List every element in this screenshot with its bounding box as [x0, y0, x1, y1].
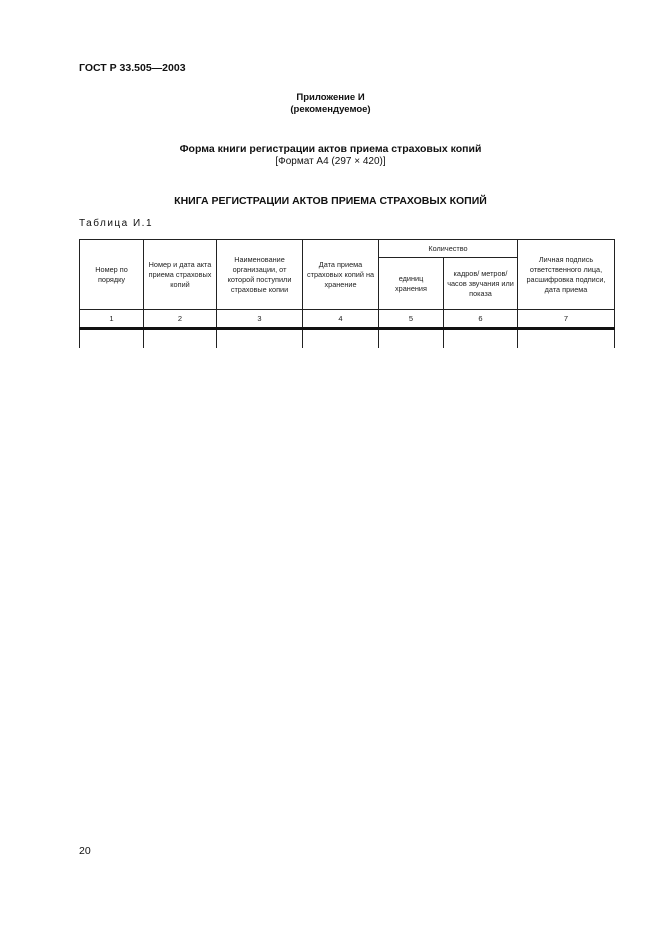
col-header-organization: Наименование организации, от которой поступили страховые копии: [217, 240, 303, 310]
col-header-number: Номер по порядку: [80, 240, 144, 310]
book-title: КНИГА РЕГИСТРАЦИИ АКТОВ ПРИЕМА СТРАХОВЫХ КОПИЙ: [174, 195, 487, 207]
annex-subtitle: (рекомендуемое): [290, 104, 371, 115]
column-number: 4: [303, 310, 379, 329]
empty-cell: [444, 329, 518, 349]
col-header-frames: кадров/ метров/часов звучания или показа: [444, 258, 518, 310]
column-number: 7: [518, 310, 615, 329]
col-header-signature: Личная подпись ответственного лица, расшифровка подписи, дата приема: [518, 240, 615, 310]
empty-cell: [303, 329, 379, 349]
empty-cell: [144, 329, 217, 349]
column-number: 5: [379, 310, 444, 329]
document-code: ГОСТ Р 33.505—2003: [79, 62, 186, 74]
column-number-row: [80, 310, 615, 329]
form-format: [Формат А4 (297 × 420)]: [275, 156, 386, 167]
column-number: 3: [217, 310, 303, 329]
page-number: 20: [79, 845, 91, 857]
col-header-date: Дата приема страховых копий на хранение: [303, 240, 379, 310]
empty-cell: [80, 329, 144, 349]
empty-cell: [217, 329, 303, 349]
empty-cell: [379, 329, 444, 349]
empty-row: [80, 329, 615, 349]
column-number: 6: [444, 310, 518, 329]
header-row: [80, 240, 615, 258]
column-number: 1: [80, 310, 144, 329]
empty-cell: [518, 329, 615, 349]
form-title: Форма книги регистрации актов приема страховых копий: [179, 143, 482, 155]
col-header-units: единиц хранения: [379, 258, 444, 310]
registration-table: [79, 239, 615, 348]
col-header-act: Номер и дата акта приема страховых копий: [144, 240, 217, 310]
col-header-quantity-group: Количество: [379, 240, 518, 258]
column-number: 2: [144, 310, 217, 329]
annex-title: Приложение И: [296, 92, 365, 103]
table-label: Таблица И.1: [79, 218, 154, 229]
